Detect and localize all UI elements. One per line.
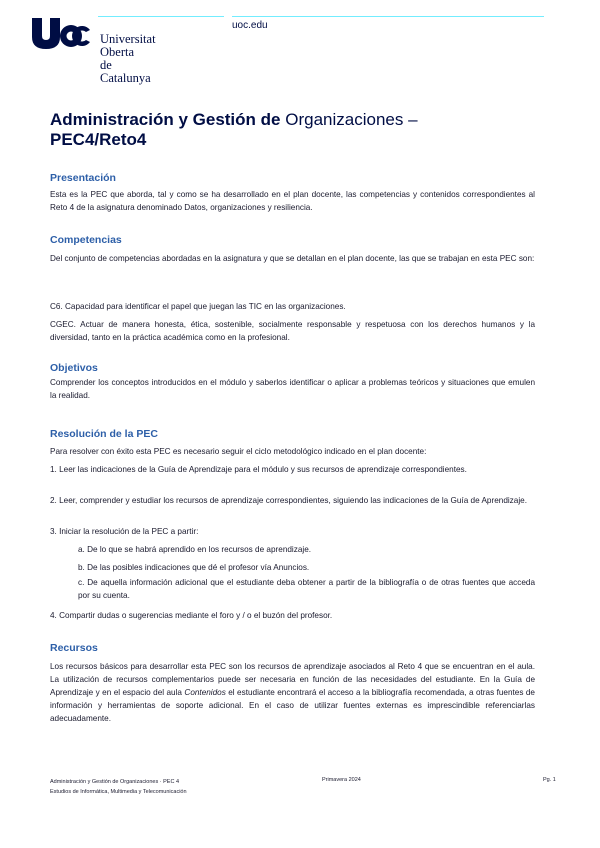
title-part1: Administración y Gestión de bbox=[50, 110, 281, 129]
resolucion-sub-a: a. De lo que se habrá aprendido en los recursos de aprendizaje. bbox=[78, 545, 312, 554]
header-rule-right bbox=[232, 16, 544, 17]
competencias-intro: Del conjunto de competencias abordadas en la asignatura y que se detallan en el plan docente, las que se trabajan en esta PEC son: bbox=[50, 254, 535, 263]
title-part3: PEC4/Reto4 bbox=[50, 130, 147, 149]
footer-course: Administración y Gestión de Organizaciones · PEC 4 bbox=[50, 779, 180, 785]
resolucion-sub-b: b. De las posibles indicaciones que dé el profesor vía Anuncios. bbox=[78, 563, 310, 572]
heading-resolucion: Resolución de la PEC bbox=[50, 428, 158, 440]
recursos-text-contenidos: Contenidos bbox=[184, 688, 226, 697]
university-name bbox=[100, 33, 156, 85]
header-rule-left bbox=[98, 16, 224, 17]
heading-competencias: Competencias bbox=[50, 234, 122, 246]
resolucion-step2: 2. Leer, comprender y estudiar los recursos de aprendizaje correspondientes, siguiendo las indicaciones de la Guía de Aprendizaje. bbox=[50, 496, 527, 505]
presentacion-text: Esta es la PEC que aborda, tal y como se ha desarrollado en el plan docente, las competencias y contenidos correspondientes al Reto 4 de la asignatura denominado Datos, organizaciones y resiliencia. bbox=[50, 190, 535, 212]
page-title bbox=[50, 110, 550, 150]
heading-presentacion: Presentación bbox=[50, 172, 116, 184]
footer-page-number: Pg. 1 bbox=[543, 777, 556, 783]
resolucion-step3: 3. Iniciar la resolución de la PEC a partir: bbox=[50, 527, 199, 536]
recursos-text bbox=[50, 660, 535, 725]
university-name-line2: de Catalunya bbox=[100, 58, 151, 85]
resolucion-step1: 1. Leer las indicaciones de la Guía de Aprendizaje para el módulo y sus recursos de aprendizaje correspondientes. bbox=[50, 465, 467, 474]
objetivos-text: Comprender los conceptos introducidos en el módulo y saberlos identificar o aplicar a problemas teóricos y situaciones que emulen la realidad. bbox=[50, 378, 535, 400]
resolucion-intro: Para resolver con éxito esta PEC es necesario seguir el ciclo metodológico indicado en el plan docente: bbox=[50, 447, 427, 456]
university-name-line1: Universitat Oberta bbox=[100, 32, 156, 59]
heading-recursos: Recursos bbox=[50, 642, 98, 654]
footer-studies: Estudios de Informática, Multimedia y Telecomunicación bbox=[50, 789, 187, 795]
resolucion-step4: 4. Compartir dudas o sugerencias mediante el foro y / o el buzón del profesor. bbox=[50, 611, 333, 620]
footer-left bbox=[50, 777, 187, 797]
heading-objetivos: Objetivos bbox=[50, 362, 98, 374]
site-link[interactable]: uoc.edu bbox=[232, 20, 268, 31]
footer-semester: Primavera 2024 bbox=[322, 777, 361, 783]
uoc-logo-mark bbox=[30, 16, 92, 50]
recursos-text-part2: el estudiante encontrará el acceso a la bibliografía recomendada, a otras fuentes de información y herramientas de soporte adicional. En el caso de utilizar fuentes externas es imprescindible referenciarlas adecuadamente. bbox=[50, 688, 535, 723]
competencia-cgec: CGEC. Actuar de manera honesta, ética, sostenible, socialmente responsable y respetuosa con los derechos humanos y la diversidad, tanto en la práctica académica como en la profesional. bbox=[50, 320, 535, 342]
title-part2: Organizaciones – bbox=[285, 110, 418, 129]
recursos-text-part1: Los recursos básicos para desarrollar esta PEC son los recursos de aprendizaje asociados al Reto 4 que se encuentran en el aula. La utilización de recursos complementarios puede ser necesaria en función de las necesidades del estudiante. En la Guía de Aprendizaje y en el espacio del aula bbox=[50, 662, 535, 697]
competencia-c6: C6. Capacidad para identificar el papel que juegan las TIC en las organizaciones. bbox=[50, 302, 346, 311]
resolucion-sub-c: c. De aquella información adicional que el estudiante deba obtener a partir de la bibliografía o de otras fuentes que acceda por su cuenta. bbox=[78, 578, 535, 600]
